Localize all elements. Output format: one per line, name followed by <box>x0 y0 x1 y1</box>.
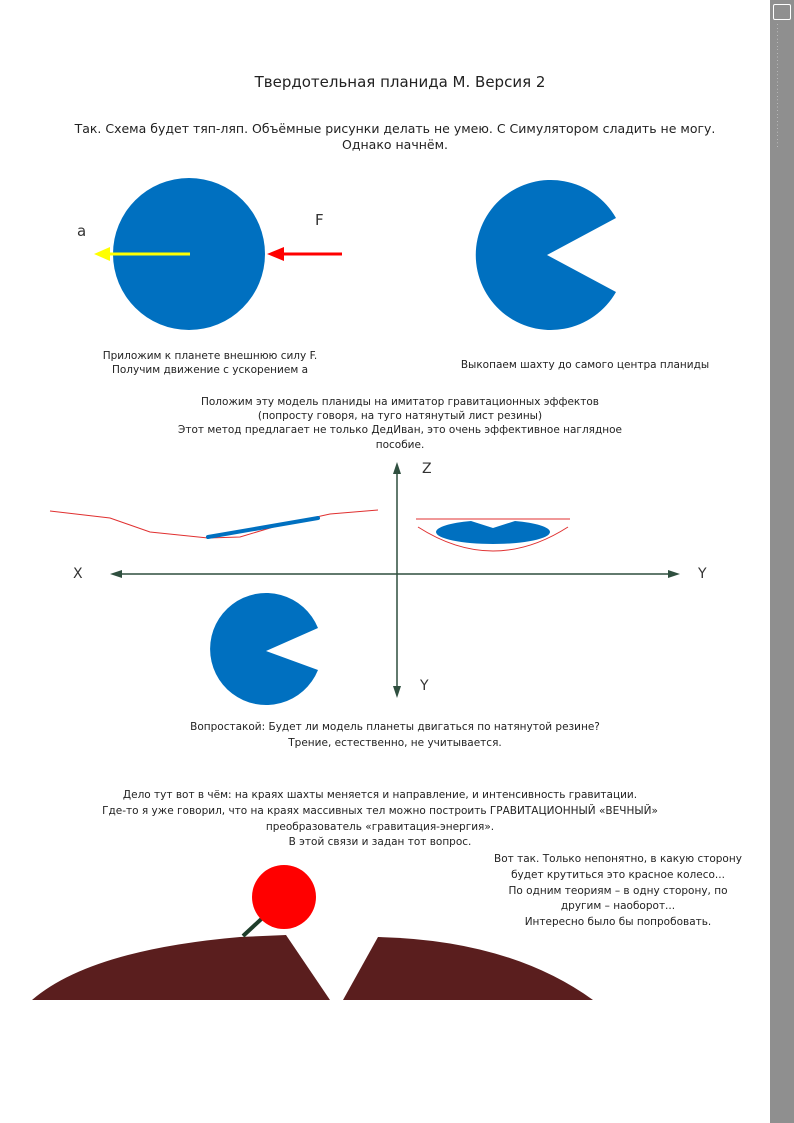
fig1-caption-line-2: Получим движение с ускорением а <box>111 363 309 376</box>
explanation-line-3: преобразователь «гравитация-энергия». <box>265 820 495 833</box>
wheel-text-line-1: Вот так. Только непонятно, в какую сторону <box>494 853 742 865</box>
intro-line-2: Однако начнём. <box>342 137 448 153</box>
ground-right <box>343 937 593 1000</box>
explanation-line-4: В этой связи и задан тот вопрос. <box>288 836 472 849</box>
fig1-caption <box>60 350 360 377</box>
wheel-text-line-4: другим – наоборот... <box>560 900 676 913</box>
model-text-line-3: Этот метод предлагает не только ДедИван, это очень эффективное наглядное <box>178 424 622 437</box>
model-text-line-4: пособие. <box>375 438 425 451</box>
wheel-text <box>478 852 758 931</box>
label-force: F <box>315 211 324 229</box>
model-text-line-2: (попросту говоря, на туго натянутый лист резины) <box>257 410 543 423</box>
acceleration-arrow-head <box>94 247 110 261</box>
z-axis-arrow-up <box>393 462 401 474</box>
x-axis-arrow-left <box>110 570 122 578</box>
ground-left <box>32 935 330 1000</box>
explanation-line-1: Дело тут вот в чём: на краях шахты меняется и направление, и интенсивность гравитации. <box>122 789 638 801</box>
x-axis-arrow-right <box>668 570 680 578</box>
intro-line-1: Так. Схема будет тяп-ляп. Объёмные рисунки делать не умею. С Симулятором сладить не могу. <box>74 121 716 136</box>
rubber-sheet-side <box>50 510 378 538</box>
planet-front-view <box>436 521 550 544</box>
planet-with-shaft <box>476 180 616 330</box>
label-acceleration: a <box>77 222 87 240</box>
planet-on-sheet-edge <box>208 518 318 537</box>
wheel-text-line-5: Интересно было бы попробовать. <box>524 916 712 928</box>
page-title: Твердотельная планида М. Версия 2 <box>254 73 546 91</box>
axis-label-x: X <box>73 566 83 582</box>
force-arrow-head <box>267 247 284 261</box>
axis-label-y-right: Y <box>698 566 707 582</box>
wheel-text-line-3: По одним теориям – в одну сторону, по <box>508 884 728 897</box>
explanation-line-2: Где-то я уже говорил, что на краях массивных тел можно построить ГРАВИТАЦИОННЫЙ «ВЕЧНЫЙ» <box>102 804 658 817</box>
wheel-text-line-2: будет крутиться это красное колесо... <box>511 868 725 881</box>
planet-top-view <box>210 593 318 705</box>
axis-label-y-bottom: Y <box>420 678 429 694</box>
fig1-caption-line-1: Приложим к планете внешнюю силу F. <box>102 350 318 362</box>
question-text <box>160 719 630 752</box>
explanation-text <box>80 788 680 851</box>
document-sidebar <box>770 0 794 1123</box>
question-line-2: Трение, естественно, не учитывается. <box>288 737 502 750</box>
sidebar-watermark-text: . . . . . . . . . . . . . . . . . . . . . . . . . . . . . . . . . . . <box>775 24 781 148</box>
red-wheel <box>252 865 316 929</box>
question-line-1: Вопростакой: Будет ли модель планеты двигаться по натянутой резине? <box>190 721 600 733</box>
y-axis-arrow-down <box>393 686 401 698</box>
axis-label-z: Z <box>422 461 432 477</box>
model-text-line-1: Положим эту модель планиды на имитатор гравитационных эффектов <box>200 396 599 408</box>
fig2-caption: Выкопаем шахту до самого центра планиды <box>460 359 710 371</box>
document-logo-icon <box>773 4 791 20</box>
model-text <box>160 395 640 452</box>
